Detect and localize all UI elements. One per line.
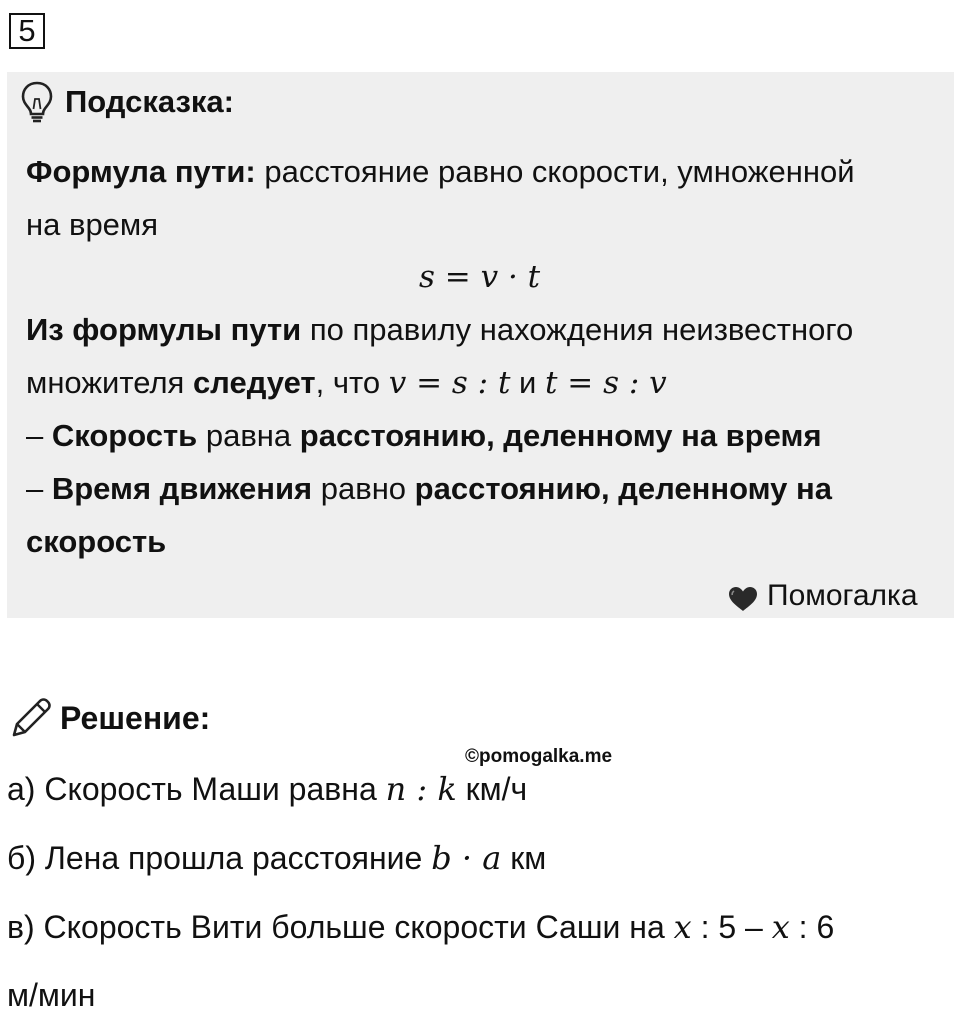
hint-line-6: – Скорость равна расстоянию, деленному на время [26,418,822,453]
answer-a-expr: n : k [385,770,457,808]
heart-icon [727,585,759,613]
hint-panel [7,72,954,618]
path-formula: s = v · t [419,259,541,295]
answer-b: б) Лена прошла расстояние b · a км [7,839,547,877]
hint-line-8: скорость [26,524,167,559]
formula-label: Формула пути: [26,154,256,189]
answer-a: а) Скорость Маши равна n : k км/ч [7,770,528,808]
hint-line-1: Формула пути: расстояние равно скорости, умноженной [26,154,855,189]
hint-line-4: Из формулы пути по правилу нахождения неизвестного [26,312,854,347]
time-formula: t = s : v [544,365,667,401]
answer-b-expr: b · a [431,839,502,877]
task-number: 5 [9,13,45,49]
solution-title: Решение: [60,700,211,736]
hint-line-2: на время [26,207,159,242]
lightbulb-icon [19,80,55,124]
answer-c-unit: м/мин [7,977,96,1013]
speed-formula: v = s : t [388,365,511,401]
pencil-icon [9,694,55,740]
hint-line-5: множителя следует, что v = s : t и t = s : v [26,365,667,401]
hint-title: Подсказка: [65,84,234,119]
answer-c: в) Скорость Вити больше скорости Саши на x : 5 – x : 6 [7,908,835,946]
watermark: ©pomogalka.me [465,746,613,767]
brand-label: Помогалка [767,579,918,612]
hint-line-7: – Время движения равно расстоянию, деленному на [26,471,832,506]
